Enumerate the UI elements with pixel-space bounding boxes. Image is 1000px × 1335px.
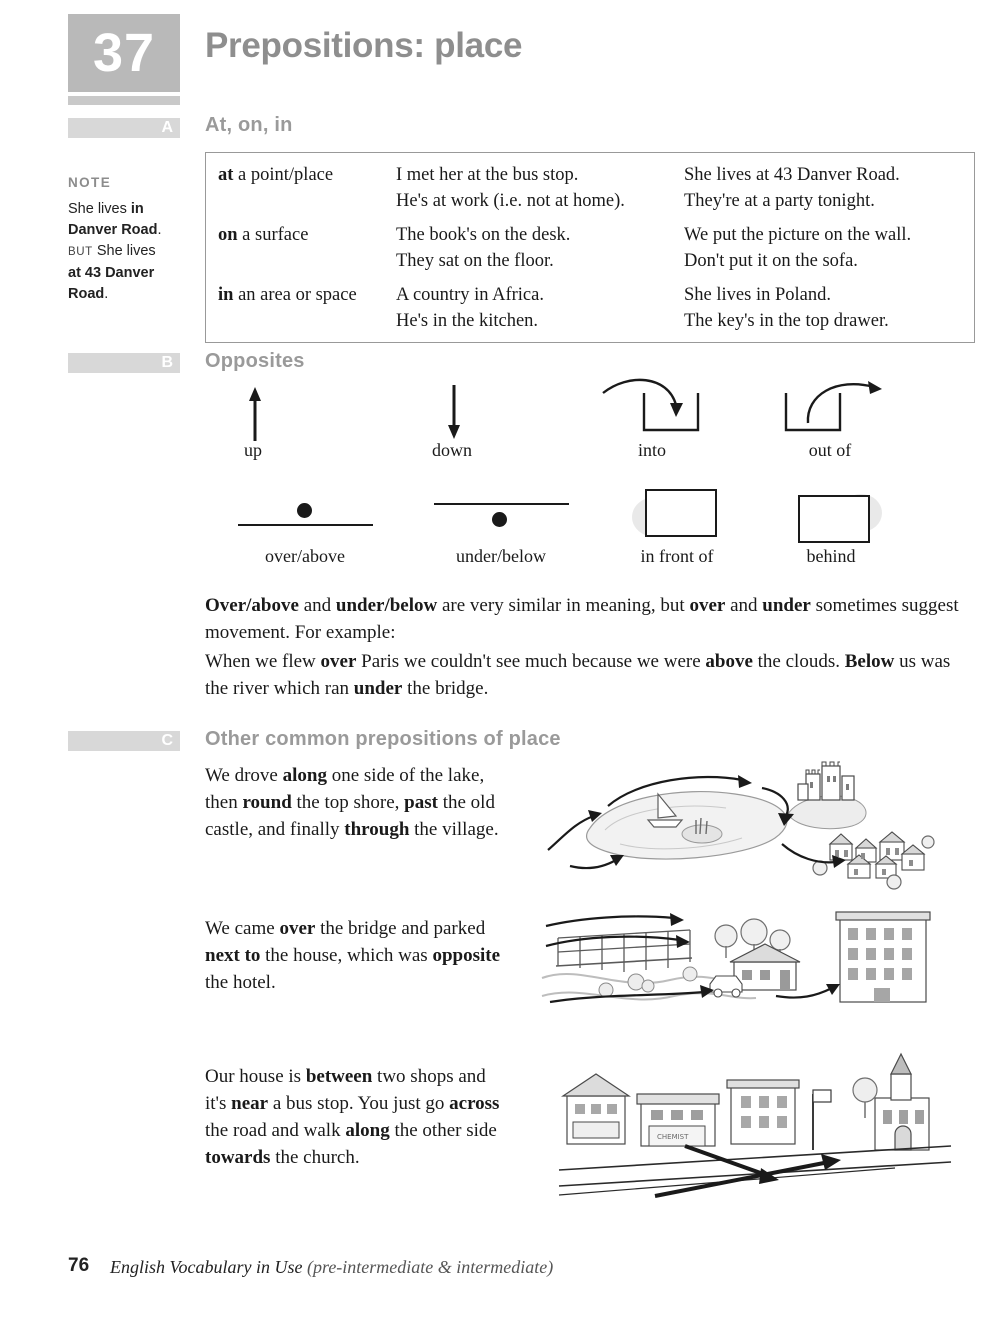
bridge-house-hotel-illustration <box>540 900 950 1020</box>
opposite-label-under-below: under/below <box>456 546 546 566</box>
cap2-g: the hotel. <box>205 972 276 993</box>
example: The key's in the top drawer. <box>684 311 889 331</box>
expl-p1-a: Over/above <box>205 595 299 616</box>
opposite-label-out-of: out of <box>808 440 852 460</box>
note-line4-bold: at 43 Danver <box>68 265 155 281</box>
lake-castle-village-illustration <box>530 758 950 898</box>
note-line5-bold: Road <box>68 286 105 302</box>
cap3-e: a bus stop. You just go <box>268 1093 450 1114</box>
in-front-of-box-icon <box>645 489 717 537</box>
table-cell-examples-mid <box>384 282 672 343</box>
under-dot-icon <box>492 512 507 527</box>
section-title-c: Other common prepositions of place <box>205 728 561 750</box>
cap3-f: across <box>449 1093 500 1114</box>
cap1-c: one side of the lake, then <box>205 765 485 813</box>
unit-number: 37 <box>68 14 180 92</box>
shops-bus-stop-church-illustration <box>555 1050 955 1200</box>
note-line1-pre: She lives <box>68 201 131 217</box>
cap1-i: the village. <box>409 819 499 840</box>
example: She lives in Poland. <box>684 285 831 305</box>
table-cell-examples-right <box>672 282 975 343</box>
example: We put the picture on the wall. <box>684 225 912 245</box>
expl-p2-a: When we flew <box>205 651 321 672</box>
prep-rest-in: an area or space <box>233 285 357 305</box>
opposite-label-down: down <box>432 440 472 460</box>
note-line3: She lives <box>96 243 156 259</box>
note-line1-bold: in <box>130 201 144 217</box>
cap3-i: the other side <box>389 1120 497 1141</box>
out-of-icon <box>776 375 886 437</box>
note-line2-post: . <box>157 222 162 238</box>
expl-p1-e: over <box>689 595 726 616</box>
opposite-label-over-above: over/above <box>265 546 345 566</box>
example: He's at work (i.e. not at home). <box>396 191 625 211</box>
opposite-label-into: into <box>637 440 666 460</box>
example: They sat on the floor. <box>396 251 554 271</box>
note-but: BUT <box>68 246 93 258</box>
prep-rest-at: a point/place <box>233 165 334 185</box>
cap2-a: We came <box>205 918 280 939</box>
caption-lake <box>205 762 505 843</box>
cap2-e: the house, which was <box>260 945 433 966</box>
explanation-paragraph-2 <box>205 648 975 702</box>
cap1-d: round <box>242 792 292 813</box>
prep-bold-in: in <box>218 285 234 305</box>
prep-rest-on: a surface <box>237 225 309 245</box>
cap1-b: along <box>282 765 327 786</box>
table-cell-preposition <box>206 153 385 223</box>
expl-p2-f: Below <box>844 651 895 672</box>
table-cell-preposition <box>206 222 385 282</box>
note-line2-bold: Danver Road <box>68 222 158 238</box>
table-cell-preposition <box>206 282 385 343</box>
expl-p2-c: Paris we couldn't see much because we were <box>356 651 706 672</box>
arrow-down-icon <box>424 383 484 443</box>
opposite-label-up: up <box>244 440 262 460</box>
behind-box-icon <box>798 495 870 543</box>
footer-title <box>110 1257 553 1278</box>
table-cell-examples-mid <box>384 153 672 223</box>
note-block <box>68 172 188 305</box>
prep-bold-on: on <box>218 225 238 245</box>
section-marker-a: A <box>68 118 180 138</box>
expl-p2-g: us was the river which ran <box>205 651 951 699</box>
cap1-e: the top shore, <box>291 792 405 813</box>
cap1-g: the old castle, and finally <box>205 792 495 840</box>
svg-text:CHEMIST: CHEMIST <box>657 1133 689 1141</box>
expl-p1-g: under <box>762 595 811 616</box>
expl-p1-b: and <box>298 595 336 616</box>
example: I met her at the bus stop. <box>396 165 579 185</box>
over-line-icon <box>238 524 373 526</box>
prep-bold-at: at <box>218 165 234 185</box>
expl-p1-f: and <box>725 595 763 616</box>
expl-p2-h: under <box>353 678 403 699</box>
expl-p2-d: above <box>705 651 753 672</box>
cap3-c: two shops and it's <box>205 1066 486 1114</box>
footer-book-title: English Vocabulary in Use <box>110 1257 307 1277</box>
example: Don't put it on the sofa. <box>684 251 858 271</box>
example: They're at a party tonight. <box>684 191 875 211</box>
expl-p2-e: the clouds. <box>752 651 845 672</box>
cap3-g: the road and walk <box>205 1120 346 1141</box>
section-marker-b: B <box>68 353 180 373</box>
under-line-icon <box>434 503 569 505</box>
caption-street <box>205 1063 505 1171</box>
into-icon <box>598 375 708 437</box>
table-cell-examples-right <box>672 222 975 282</box>
page-title: Prepositions: place <box>205 26 523 65</box>
page-number: 76 <box>68 1255 90 1276</box>
section-marker-c: C <box>68 731 180 751</box>
cap2-f: opposite <box>432 945 501 966</box>
table-row <box>206 153 975 223</box>
section-title-a: At, on, in <box>205 114 293 136</box>
footer-book-subtitle: (pre-intermediate & intermediate) <box>306 1257 554 1277</box>
table-row <box>206 282 975 343</box>
table-cell-examples-right <box>672 153 975 223</box>
table-cell-examples-mid <box>384 222 672 282</box>
expl-p1-c: under/below <box>335 595 438 616</box>
cap3-j: towards <box>205 1147 271 1168</box>
expl-p1-h: sometimes suggest movement. For example: <box>205 595 959 643</box>
note-label: NOTE <box>68 175 112 190</box>
cap3-k: the church. <box>270 1147 360 1168</box>
cap3-b: between <box>305 1066 373 1087</box>
section-title-b: Opposites <box>205 350 305 372</box>
cap1-a: We drove <box>205 765 283 786</box>
cap3-a: Our house is <box>205 1066 306 1087</box>
cap2-d: next to <box>205 945 261 966</box>
expl-p1-d: are very similar in meaning, but <box>437 595 690 616</box>
example: She lives at 43 Danver Road. <box>684 165 900 185</box>
example: He's in the kitchen. <box>396 311 539 331</box>
explanation-paragraph-1 <box>205 592 975 646</box>
caption-bridge <box>205 915 505 996</box>
cap1-f: past <box>404 792 438 813</box>
expl-p2-b: over <box>320 651 357 672</box>
opposite-label-in-front-of: in front of <box>640 546 714 566</box>
expl-p2-i: the bridge. <box>402 678 489 699</box>
unit-number-underbar <box>68 96 180 105</box>
table-row <box>206 222 975 282</box>
example: The book's on the desk. <box>396 225 571 245</box>
cap3-h: along <box>345 1120 390 1141</box>
prepositions-table <box>205 152 975 343</box>
over-dot-icon <box>297 503 312 518</box>
cap2-c: the bridge and parked <box>315 918 486 939</box>
cap3-d: near <box>231 1093 269 1114</box>
arrow-up-icon <box>225 383 285 443</box>
opposite-label-behind: behind <box>806 546 856 566</box>
cap2-b: over <box>279 918 316 939</box>
cap1-h: through <box>344 819 410 840</box>
note-line5-post: . <box>104 286 109 302</box>
example: A country in Africa. <box>396 285 544 305</box>
